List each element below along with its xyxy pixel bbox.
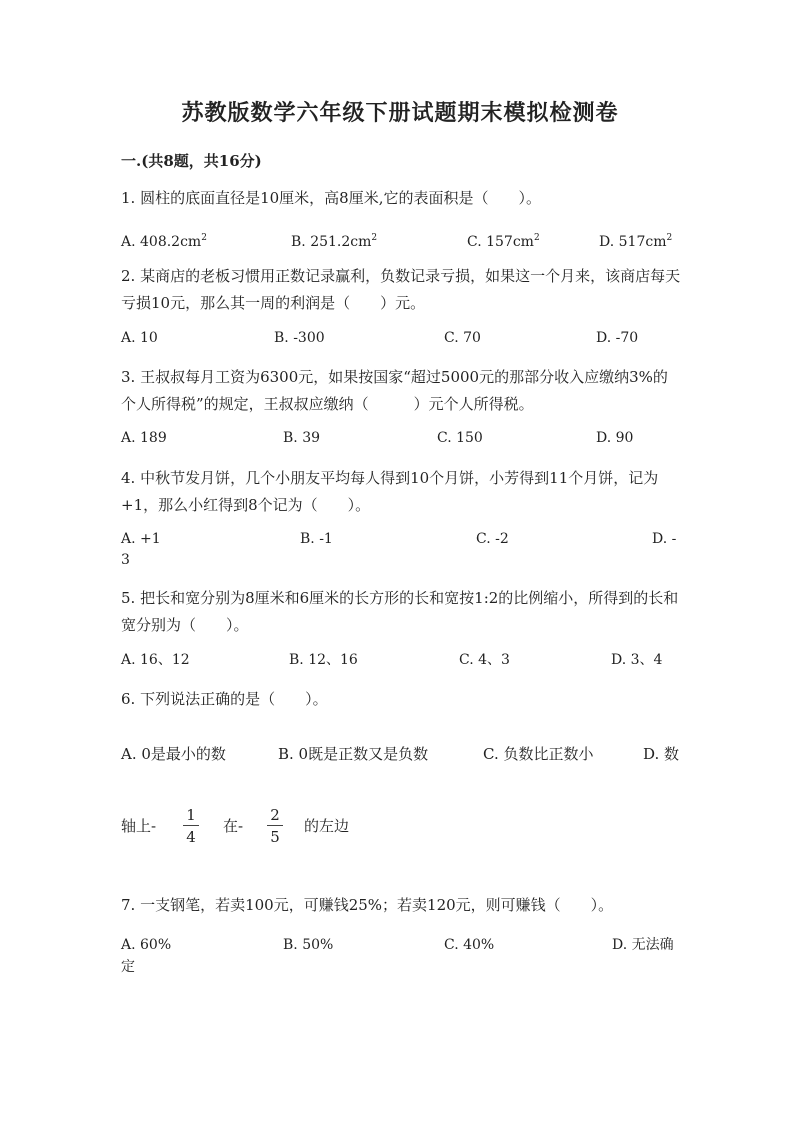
q6-option-b: B. 0既是正数又是负数 xyxy=(278,745,429,763)
fraction-one-quarter xyxy=(183,806,199,846)
q4-option-d: D. - xyxy=(652,531,677,547)
question-2: 2. 某商店的老板习惯用正数记录赢利，负数记录亏损，如果这一个月来，该商店每天亏损10元，那么其一周的利润是（ ）元。 xyxy=(121,267,681,312)
question-3: 3. 王叔叔每月工资为6300元，如果按国家“超过5000元的那部分收入应缴纳3%的个人所得税”的规定，王叔叔应缴纳（ ）元个人所得税。 xyxy=(121,368,668,413)
q1-option-d: D. $517cm^2$ xyxy=(599,233,673,250)
q7-option-d: D. 无法确 xyxy=(612,937,674,953)
section-heading: 一.(共8题，共16分) xyxy=(121,152,262,170)
q7-option-d-wrap: 定 xyxy=(121,959,135,975)
q3-option-d: D. 90 xyxy=(596,430,634,446)
q3-option-b: B. 39 xyxy=(283,430,321,446)
q6-option-d-wrap-part1: 轴上- xyxy=(121,817,157,835)
q2-option-c: C. 70 xyxy=(444,330,481,346)
question-5: 5. 把长和宽分别为8厘米和6厘米的长方形的长和宽按1:2的比例缩小，所得到的长和宽分别为（ ）。 xyxy=(121,589,679,634)
q1-option-c: C. $157cm^2$ xyxy=(467,233,540,250)
fraction-denominator: 4 xyxy=(186,828,196,846)
q1-option-a: A. $408.2cm^2$ xyxy=(121,233,207,250)
question-1: 1. 圆柱的底面直径是10厘米，高8厘米,它的表面积是（ ）。 xyxy=(121,189,541,207)
q2-option-b: B. -300 xyxy=(274,330,325,346)
q5-option-b: B. 12、16 xyxy=(289,652,358,668)
fraction-two-fifths xyxy=(267,806,283,846)
page-title: 苏教版数学六年级下册试题期末模拟检测卷 xyxy=(181,100,619,126)
fraction-numerator: 2 xyxy=(270,806,280,824)
q2-option-d: D. -70 xyxy=(596,330,639,346)
fraction-numerator: 1 xyxy=(186,806,196,824)
q4-option-c: C. -2 xyxy=(476,531,509,547)
question-7: 7. 一支钢笔，若卖100元，可赚钱25%；若卖120元，则可赚钱（ ）。 xyxy=(121,896,614,914)
question-4: 4. 中秋节发月饼，几个小朋友平均每人得到10个月饼，小芳得到11个月饼，记为+1，那么小红得到8个记为（ ）。 xyxy=(121,469,659,514)
q6-option-a: A. 0是最小的数 xyxy=(121,745,226,763)
q6-option-d-wrap-part2: 在- xyxy=(223,817,244,835)
q7-option-a: A. 60% xyxy=(121,937,172,953)
fraction-denominator: 5 xyxy=(270,828,280,846)
fraction-bar xyxy=(267,825,283,826)
q3-option-c: C. 150 xyxy=(437,430,483,446)
q4-option-d-wrap: 3 xyxy=(121,552,130,568)
q5-option-d: D. 3、4 xyxy=(611,652,663,668)
q6-option-d: D. 数 xyxy=(643,745,680,763)
q5-option-c: C. 4、3 xyxy=(459,652,510,668)
q6-option-c: C. 负数比正数小 xyxy=(483,745,594,763)
q7-option-c: C. 40% xyxy=(444,937,495,953)
fraction-bar xyxy=(183,825,199,826)
question-6: 6. 下列说法正确的是（ ）。 xyxy=(121,690,328,708)
q3-option-a: A. 189 xyxy=(121,430,167,446)
q1-option-b: B. $251.2cm^2$ xyxy=(291,233,378,250)
q4-option-a: A. +1 xyxy=(121,531,161,547)
q6-option-d-wrap-part3: 的左边 xyxy=(304,817,350,835)
q7-option-b: B. 50% xyxy=(283,937,334,953)
q5-option-a: A. 16、12 xyxy=(121,652,190,668)
q2-option-a: A. 10 xyxy=(121,330,158,346)
q4-option-b: B. -1 xyxy=(300,531,333,547)
